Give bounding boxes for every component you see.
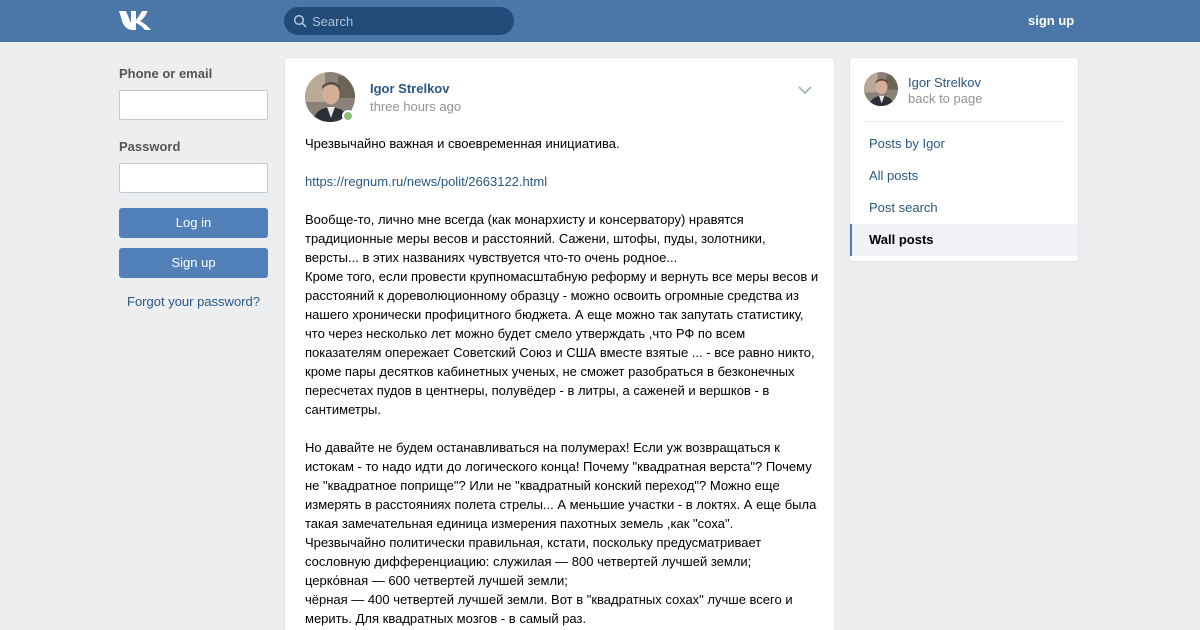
search-input[interactable]	[312, 7, 507, 35]
post-link[interactable]: https://regnum.ru/news/polit/2663122.html	[305, 174, 548, 189]
chevron-down-icon[interactable]	[797, 84, 813, 96]
phone-email-field[interactable]	[119, 90, 268, 120]
paragraph-gap	[305, 419, 820, 438]
post-paragraph: церко́вная — 600 четвертей лучшей земли;	[305, 573, 568, 588]
top-bar	[0, 0, 1200, 42]
sign-up-link[interactable]: sign up	[1028, 13, 1075, 28]
post-paragraph: Чрезвычайно политически правильная, кстати, поскольку предусматривает сословную дифференциацию: служилая — 800 четвертей лучшей земли;	[305, 535, 762, 569]
sidebar-author-name[interactable]: Igor Strelkov	[908, 75, 981, 90]
profile-sidebar	[849, 57, 1079, 262]
paragraph-gap	[305, 191, 820, 210]
menu-post-search[interactable]: Post search	[869, 200, 938, 215]
post-text	[305, 134, 820, 628]
paragraph-gap	[305, 153, 820, 172]
back-to-page-link[interactable]: back to page	[908, 91, 983, 106]
vk-logo-icon[interactable]	[118, 9, 152, 31]
online-dot-icon	[342, 110, 354, 122]
post-author[interactable]: Igor Strelkov	[370, 81, 450, 96]
post-link-paragraph	[305, 172, 820, 191]
post-paragraph: Кроме того, если провести крупномасштабную реформу и вернуть все меры весов и расстояний к дореволюционному образцу - можно освоить огромные средства из нашего хронически профицитного бюджета. А еще можно так запутать статистику, что через несколько лет можно будет смело утверждать ,что РФ по всем показателям опережает Советский Союз и США вместе взятые ... - все равно никто, кроме пары десятков кабинетных ученых, не сможет разобраться в безконечных пересчетах пудов в центнеры, полувёдер - в литры, а саженей и вершков - в сантиметры.	[305, 269, 819, 417]
post-paragraph: чёрная — 400 четвертей лучшей земли. Вот в "квадратных сохах" лучше всего и мерить. Для квадратных мозгов - в самый раз.	[305, 592, 793, 626]
sidebar-photo	[864, 72, 898, 106]
post-paragraph: Чрезвычайно важная и своевременная инициатива.	[305, 136, 620, 151]
wall-post	[284, 57, 835, 630]
forgot-password-link[interactable]: Forgot your password?	[127, 294, 260, 309]
signup-button[interactable]: Sign up	[119, 248, 268, 278]
menu-posts-by-igor[interactable]: Posts by Igor	[869, 136, 945, 151]
login-form	[119, 66, 268, 309]
password-label: Password	[119, 139, 181, 154]
phone-email-label: Phone or email	[119, 66, 213, 81]
post-paragraph: Но давайте не будем останавливаться на полумерах! Если уж возвращаться к истокам - то надо идти до логического конца! Почему "квадратная верста"? Почему не "квадратное поприще"? Или не "квадратный конский переход"? Можно еще измерять в расстояниях полета стрелы... А меньшие участки - в локтях. А еще была такая замечательная единица измерения пахотных земель ,как "соха".	[305, 440, 817, 531]
divider	[864, 121, 1064, 122]
menu-wall-posts[interactable]: Wall posts	[850, 224, 1078, 256]
search-icon	[293, 14, 307, 28]
menu-all-posts[interactable]: All posts	[869, 168, 919, 183]
post-paragraph: Вообще-то, лично мне всегда (как монархисту и консерватору) нравятся традиционные меры весов и расстояний. Сажени, штофы, пуды, золотники, версты... в этих названиях чувствуется что-то очень родное...	[305, 212, 766, 265]
sidebar-avatar[interactable]	[864, 72, 898, 106]
search-box[interactable]	[284, 7, 514, 35]
password-field[interactable]	[119, 163, 268, 193]
login-button[interactable]: Log in	[119, 208, 268, 238]
post-time[interactable]: three hours ago	[370, 99, 462, 114]
